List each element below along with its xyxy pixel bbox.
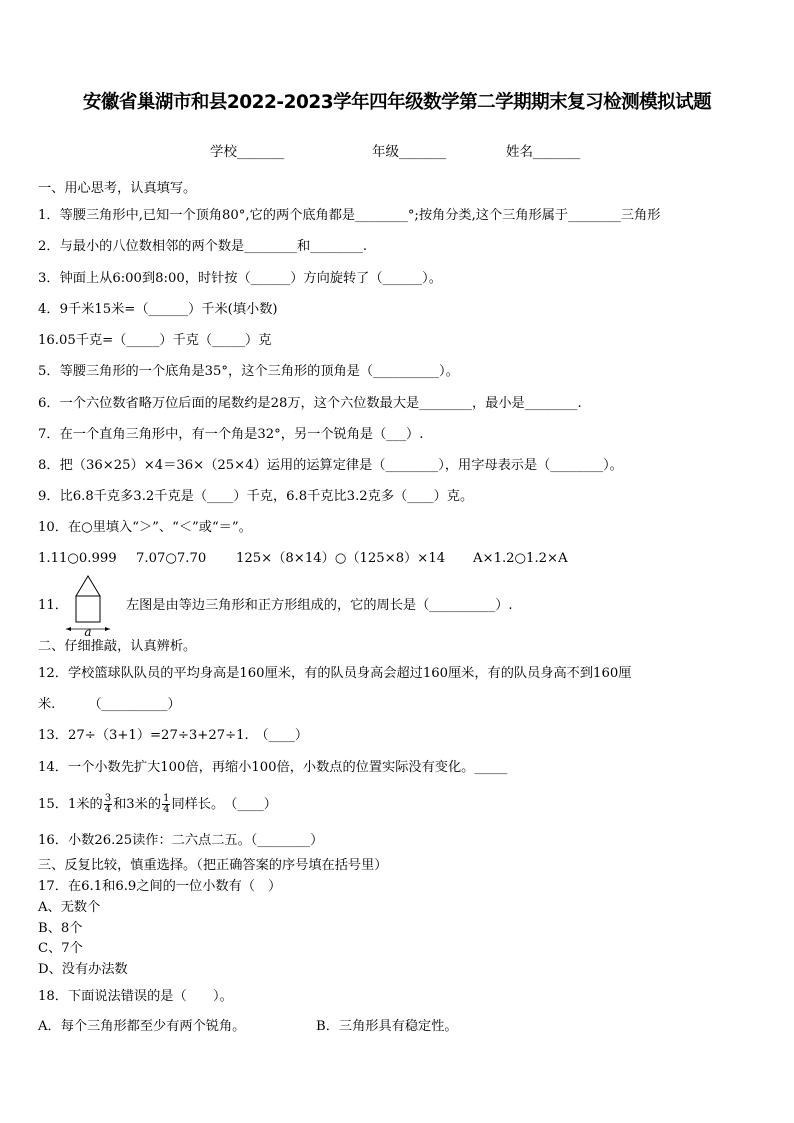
question-15: [38, 794, 277, 815]
question-15-text-a: 15．1米的: [38, 797, 103, 812]
question-10-item-d: A×1.2○1.2×A: [473, 551, 568, 566]
question-2: 2．与最小的八位数相邻的两个数是________和________.: [38, 239, 368, 254]
question-17-option-c: C、7个: [38, 941, 83, 956]
question-10-item-c: 125×（8×14）○（125×8）×14: [236, 551, 446, 566]
question-13: 13．27÷（3+1）=27÷3+27÷1. （____）: [38, 728, 309, 743]
question-18-option-a: A．每个三角形都至少有两个锐角。: [38, 1019, 246, 1034]
question-11: 左图是由等边三角形和正方形组成的，它的周长是（__________）.: [126, 598, 513, 613]
question-7: 7．在一个直角三角形中，有一个角是32°，另一个锐角是（___）.: [38, 427, 424, 442]
question-10: 10．在○里填入“＞”、“＜”或“＝”。: [38, 520, 252, 535]
question-10-item-b: 7.07○7.70: [136, 551, 207, 566]
question-18-option-b: B．三角形具有稳定性。: [316, 1019, 458, 1034]
question-9: 9．比6.8千克多3.2千克是（____）千克，6.8千克比3.2克多（____）克。: [38, 489, 474, 504]
school-field: 学校_______: [210, 144, 285, 160]
fraction-one-quarter: $\frac{1}{4}$: [163, 793, 170, 815]
page-title: 安徽省巢湖市和县2022-2023学年四年级数学第二学期期末复习检测模拟试题: [82, 92, 712, 113]
question-12: 12．学校篮球队队员的平均身高是160厘米，有的队员身高会超过160厘米，有的队员身高不到160厘: [38, 666, 632, 681]
question-8: 8．把（36×25）×4＝36×（25×4）运用的运算定律是（________），用字母表示是（________）。: [38, 458, 623, 473]
question-4-part-2: 16.05千克=（_____）千克（_____）克: [38, 333, 272, 348]
fraction-three-quarters: $\frac{3}{4}$: [104, 793, 112, 815]
question-17: 17．在6.1和6.9之间的一位小数有（ ）: [38, 879, 282, 894]
question-17-option-d: D、没有办法数: [38, 962, 128, 977]
grade-field: 年级_______: [372, 144, 447, 160]
section-3-heading: 三、反复比较，慎重选择。（把正确答案的序号填在括号里）: [38, 858, 388, 873]
section-1-heading: 一、用心思考，认真填写。: [38, 181, 197, 196]
name-field: 姓名_______: [506, 144, 581, 160]
question-4: 4．9千米15米=（______）千米(填小数): [38, 302, 278, 317]
question-6: 6．一个六位数省略万位后面的尾数约是28万，这个六位数最大是________，最小是________.: [38, 396, 582, 411]
question-11-number: 11．: [38, 598, 68, 613]
question-1: 1．等腰三角形中,已知一个顶角80°,它的两个底角都是________°;按角分类,这个三角形属于________三角形: [38, 208, 661, 223]
question-3: 3．钟面上从6:00到8:00，时针按（______）方向旋转了（______）。: [38, 271, 442, 286]
question-18: 18．下面说法错误的是（ ）。: [38, 989, 233, 1004]
question-15-text-c: 同样长。 （____）: [171, 797, 277, 812]
question-15-text-b: 和3米的: [113, 797, 162, 812]
section-2-heading: 二、仔细推敲，认真辨析。: [38, 639, 197, 654]
question-14: 14．一个小数先扩大100倍，再缩小100倍，小数点的位置实际没有变化。_____: [38, 760, 508, 775]
side-length-label: a: [84, 625, 92, 639]
question-17-option-b: B、8个: [38, 921, 83, 936]
question-12-part-2: 米. （__________）: [38, 697, 181, 712]
question-16: 16．小数26.25读作：二六点二五。（________）: [38, 833, 324, 848]
question-17-option-a: A、无数个: [38, 900, 101, 915]
question-5: 5．等腰三角形的一个底角是35°，这个三角形的顶角是（__________）。: [38, 364, 459, 379]
question-10-item-a: 1.11○0.999: [38, 551, 117, 566]
triangle-square-figure: [62, 574, 114, 640]
